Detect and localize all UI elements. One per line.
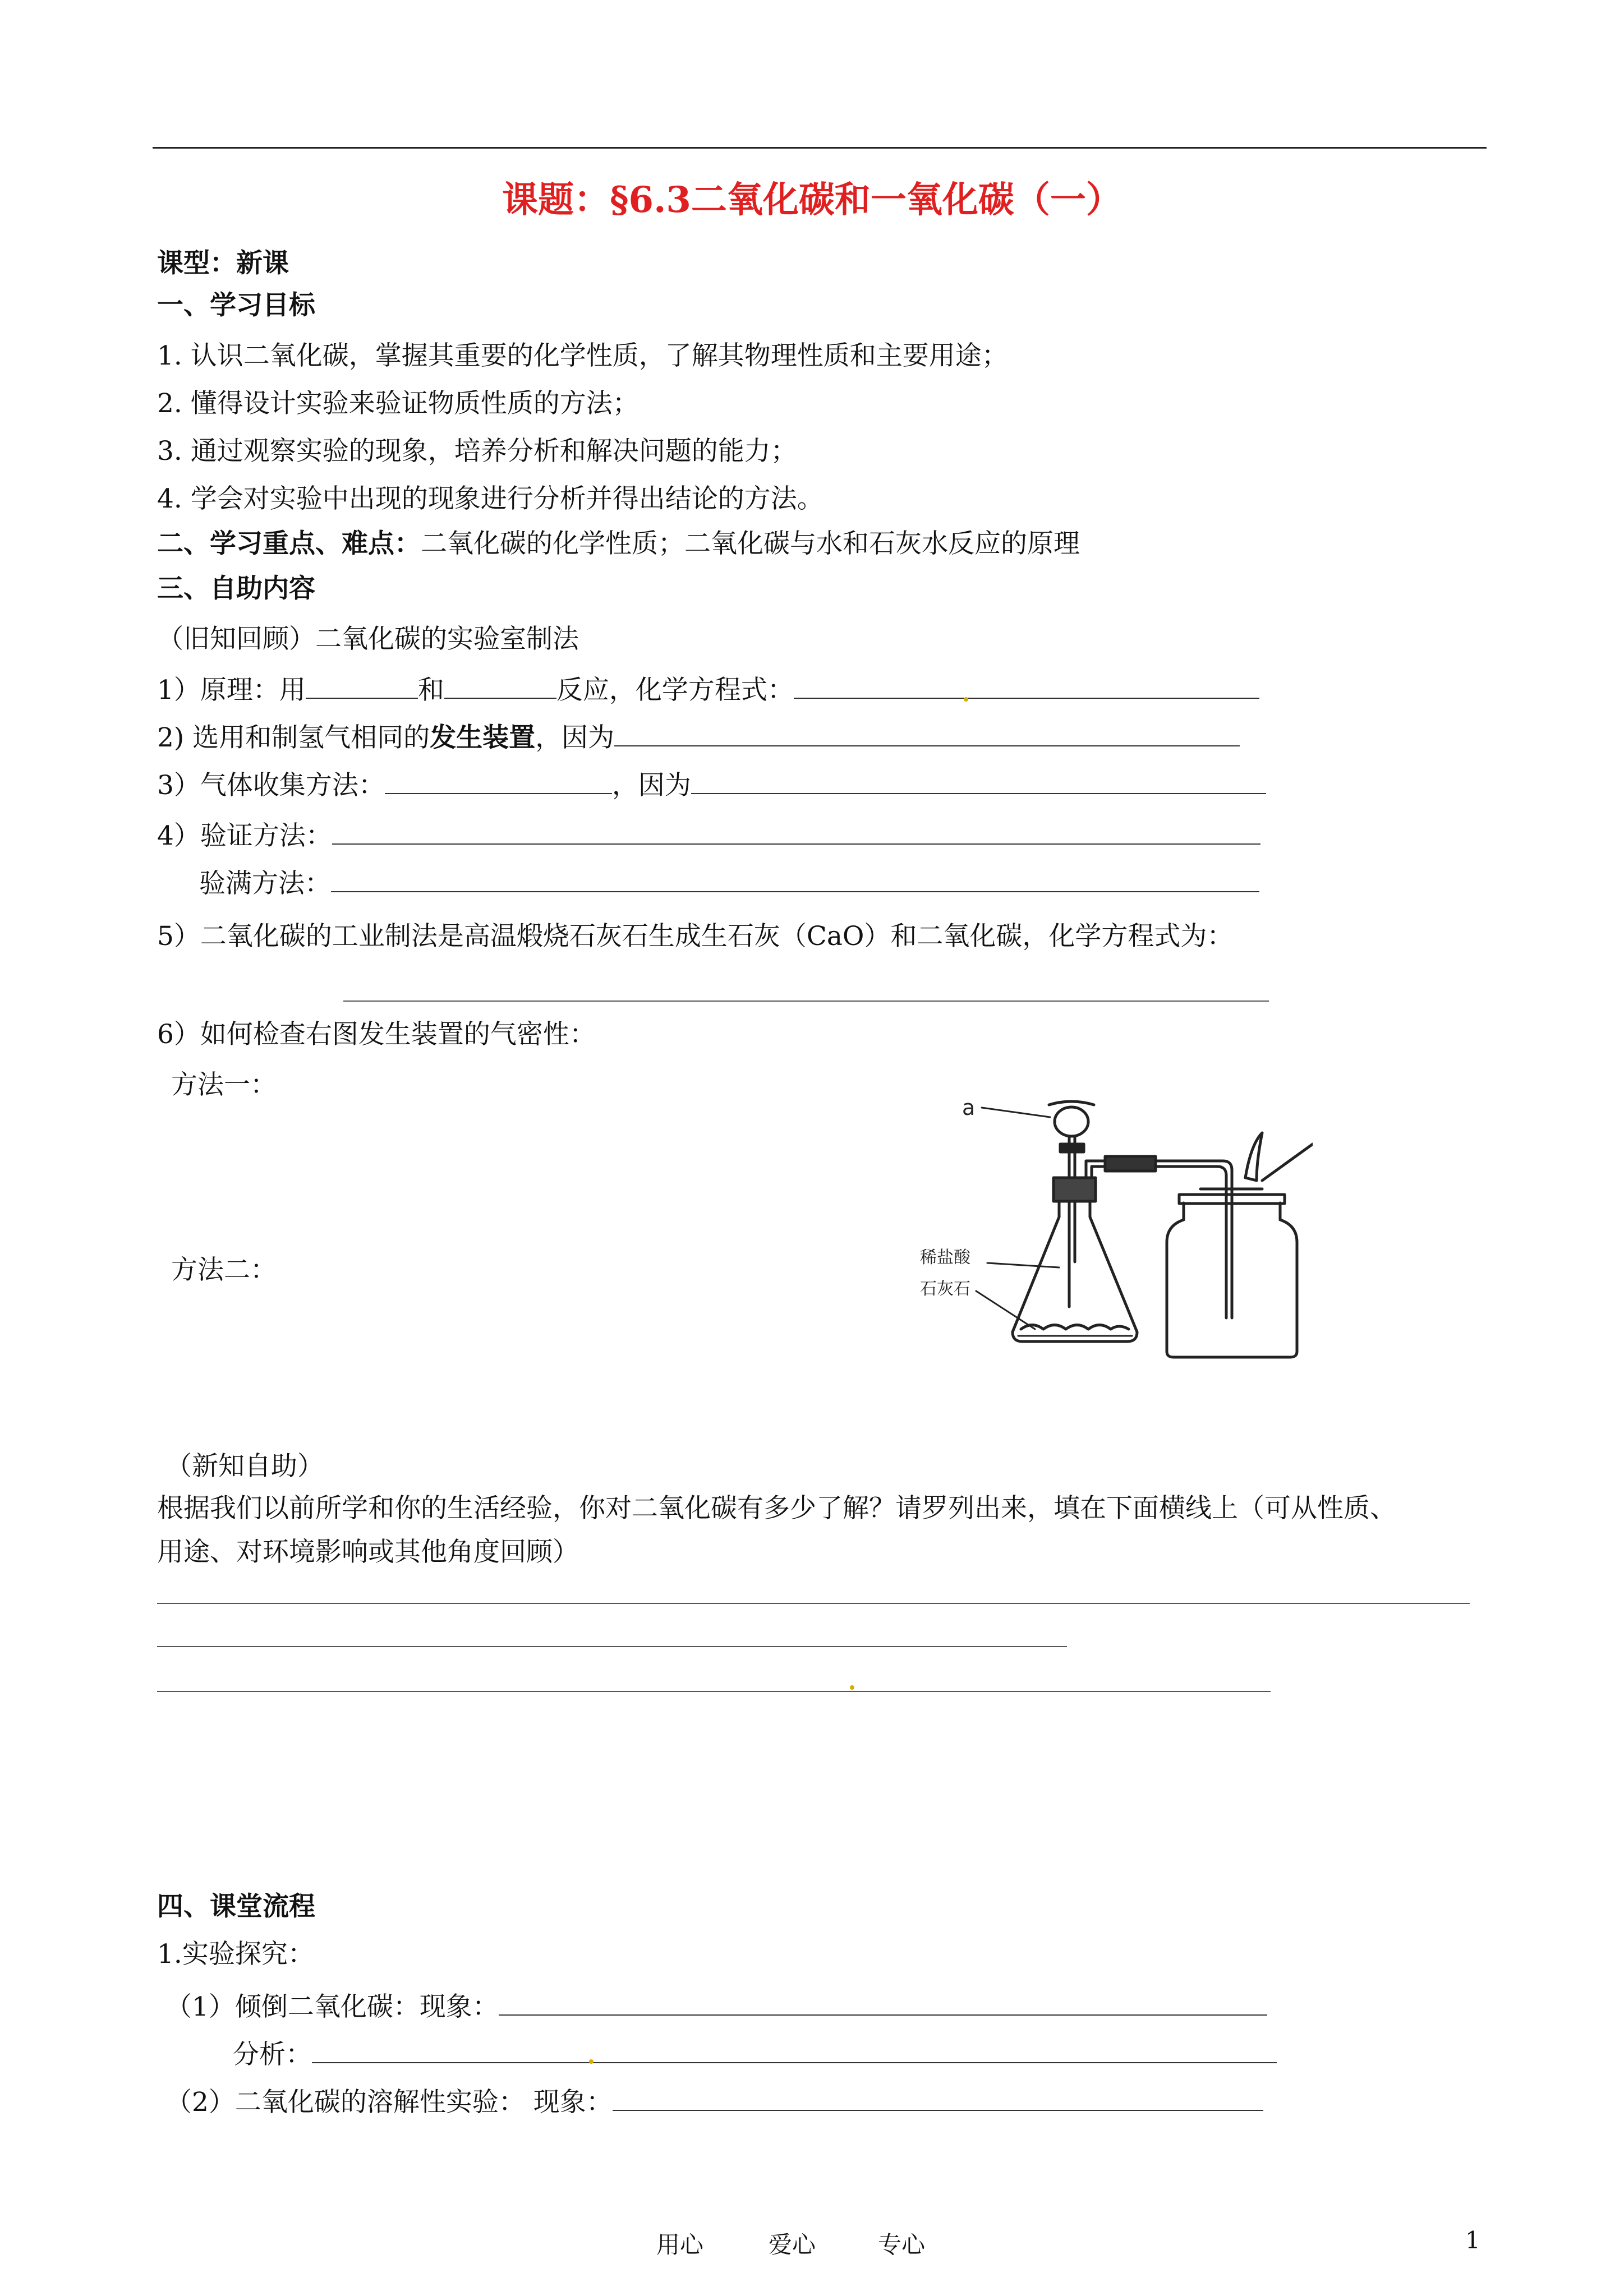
- reason-blank[interactable]: [614, 721, 1240, 746]
- section2-text: 二氧化碳的化学性质；二氧化碳与水和石灰水反应的原理: [421, 528, 1080, 559]
- solubility-phenomenon-blank[interactable]: [613, 2085, 1263, 2111]
- section4-heading: 四、课堂流程: [157, 1891, 315, 1922]
- stray-dot: [850, 1685, 854, 1690]
- collection-method-blank[interactable]: [385, 768, 612, 794]
- page-number: 1: [1465, 2226, 1480, 2254]
- figure-label-a: a: [962, 1095, 976, 1120]
- experiment-2: （2）二氧化碳的溶解性实验： 现象：: [165, 2085, 1263, 2119]
- question-5: 5）二氧化碳的工业制法是高温煅烧石灰石生成生石灰（CaO）和二氧化碳，化学方程式为：: [157, 921, 1234, 952]
- answer-line-2[interactable]: [157, 1646, 1067, 1647]
- industrial-equation-blank[interactable]: [343, 1001, 1269, 1002]
- gas-generation-apparatus-figure: [920, 1082, 1313, 1363]
- question-3: 3）气体收集方法： ，因为: [157, 768, 1266, 803]
- experiment-1: （1）倾倒二氧化碳：现象：: [165, 1990, 1267, 2024]
- full-check-blank[interactable]: [331, 866, 1259, 892]
- pour-analysis-blank[interactable]: [312, 2037, 1277, 2063]
- question-2: 2) 选用和制氢气相同的发生装置，因为: [157, 721, 1240, 755]
- collection-reason-blank[interactable]: [691, 768, 1266, 794]
- reactant-2-blank[interactable]: [444, 673, 556, 699]
- question-1: 1）原理：用 和 反应，化学方程式：: [157, 673, 1259, 707]
- question-6: 6）如何检查右图发生装置的气密性：: [157, 1019, 596, 1050]
- section3-heading: 三、自助内容: [157, 573, 315, 604]
- new-knowledge-text-2: 用途、对环境影响或其他角度回顾）: [157, 1537, 579, 1567]
- section1-heading: 一、学习目标: [157, 290, 315, 321]
- equation-blank[interactable]: [794, 673, 1259, 699]
- objective-item-2: 2. 懂得设计实验来验证物质性质的方法；: [157, 388, 639, 419]
- experiment-heading: 1.实验探究：: [157, 1939, 314, 1970]
- answer-line-3[interactable]: [157, 1691, 1271, 1692]
- question-4: 4）验证方法：: [157, 819, 1260, 853]
- experiment-1-analysis: 分析：: [233, 2037, 1277, 2072]
- pour-phenomenon-blank[interactable]: [499, 1990, 1267, 2016]
- section2-heading: 二、学习重点、难点：: [157, 528, 421, 559]
- answer-line-1[interactable]: [157, 1603, 1470, 1604]
- new-knowledge-text-1: 根据我们以前所学和你的生活经验，你对二氧化碳有多少了解？请罗列出来，填在下面横线上（可从性质、: [157, 1493, 1396, 1524]
- review-title: （旧知回顾）二氧化碳的实验室制法: [157, 624, 579, 654]
- footer-text-2: 爱心: [769, 2231, 816, 2258]
- figure-label-acid: 稀盐酸: [920, 1248, 970, 1267]
- header-rule: [153, 147, 1487, 149]
- method-2-label: 方法二：: [171, 1255, 277, 1285]
- section2: [157, 527, 1080, 561]
- method-1-label: 方法一：: [171, 1069, 277, 1100]
- reactant-1-blank[interactable]: [306, 673, 418, 699]
- footer-text-1: 用心: [656, 2231, 704, 2258]
- objective-item-3: 3. 通过观察实验的现象，培养分析和解决问题的能力；: [157, 436, 797, 467]
- stray-dot: [589, 2059, 594, 2064]
- verify-method-blank[interactable]: [332, 819, 1260, 845]
- page-title: 课题：§6.3二氧化碳和一氧化碳（一）: [502, 179, 1122, 221]
- stray-dot: [964, 697, 968, 702]
- footer-text-3: 专心: [878, 2231, 926, 2258]
- objective-item-4: 4. 学会对实验中出现的现象进行分析并得出结论的方法。: [157, 483, 823, 514]
- question-4b: 验满方法：: [199, 866, 1259, 901]
- new-knowledge-title: （新知自助）: [165, 1451, 324, 1482]
- figure-label-limestone: 石灰石: [920, 1279, 970, 1299]
- lesson-type: 课型：新课: [157, 248, 289, 279]
- objective-item-1: 1. 认识二氧化碳，掌握其重要的化学性质，了解其物理性质和主要用途；: [157, 340, 1008, 371]
